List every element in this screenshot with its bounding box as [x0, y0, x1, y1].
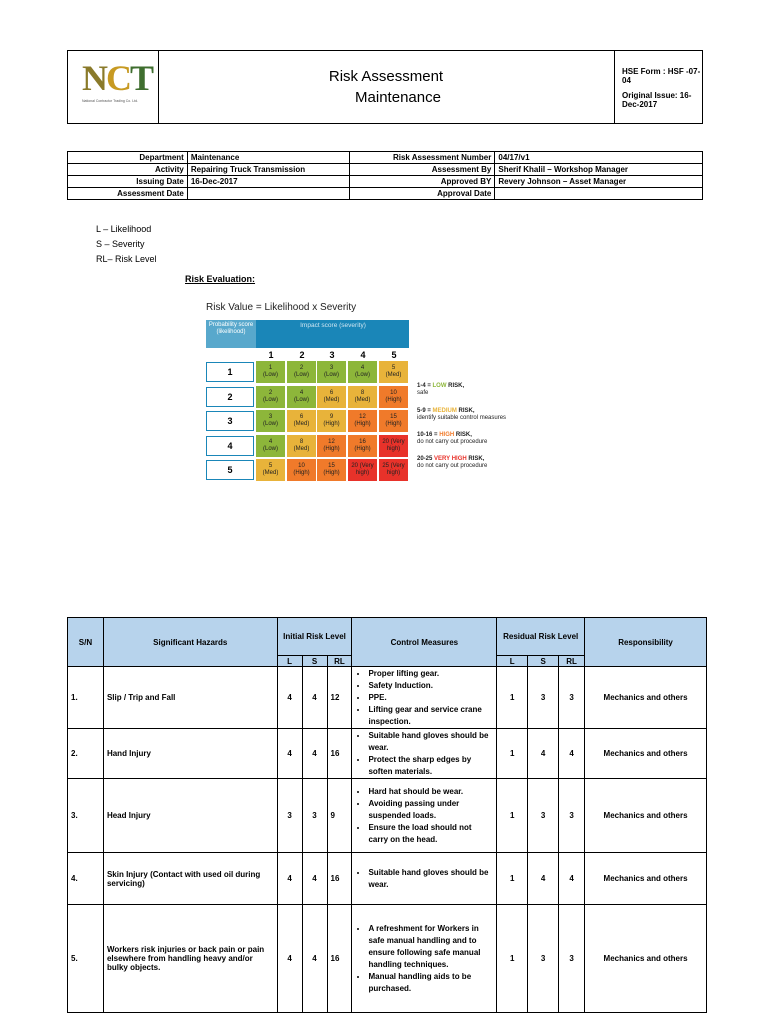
control-measure: • Ensure the load should not carry on the head. [368, 822, 493, 846]
row-initial-l: 4 [277, 729, 302, 779]
col-hazard: Significant Hazards [103, 618, 277, 667]
table-row [68, 853, 707, 905]
col-initial-l: L [277, 656, 302, 667]
matrix-cell: 8 (Med) [348, 386, 377, 408]
row-responsibility: Mechanics and others [585, 667, 707, 729]
control-measure: • Protect the sharp edges by soften materials. [368, 754, 493, 778]
row-initial-l: 4 [277, 667, 302, 729]
col-residual-s: S [528, 656, 559, 667]
matrix-cell: 1 (Low) [256, 361, 285, 383]
row-sn: 1. [68, 667, 104, 729]
row-initial-rl: 16 [327, 853, 352, 905]
matrix-cell: 15 (High) [317, 459, 346, 481]
row-sn: 2. [68, 729, 104, 779]
activity-value: Repairing Truck Transmission [187, 164, 349, 176]
control-measure: • Avoiding passing under suspended loads. [368, 798, 493, 822]
row-residual-s: 3 [528, 779, 559, 853]
row-hazard: Hand Injury [103, 729, 277, 779]
issuing-date-label: Issuing Date [68, 176, 188, 188]
ra-number-value: 04/17/v1 [495, 152, 703, 164]
row-residual-s: 3 [528, 905, 559, 1013]
matrix-row-1: 1 [206, 362, 254, 382]
control-measure: • Hard hat should be wear. [368, 786, 493, 798]
hazard-table [67, 617, 707, 1013]
matrix-cell: 3 (Low) [317, 361, 346, 383]
row-residual-l: 1 [497, 729, 528, 779]
matrix-cell: 20 (Very high) [379, 435, 408, 457]
row-initial-rl: 16 [327, 905, 352, 1013]
form-info [614, 51, 702, 123]
row-initial-s: 4 [302, 853, 327, 905]
risk-level-entry: 1-4 = LOW RISK, safe [417, 383, 465, 396]
legend-severity: S – Severity [96, 239, 145, 249]
col-initial-rl: RL [327, 656, 352, 667]
matrix-title: Risk Value = Likelihood x Severity [206, 302, 357, 313]
table-row [68, 779, 707, 853]
matrix-column-4: 4 [360, 350, 366, 360]
control-measure: • Lifting gear and service crane inspection. [368, 704, 493, 728]
control-measure: • PPE. [368, 692, 493, 704]
title-line-2: Maintenance [355, 89, 441, 106]
matrix-cell: 6 (Med) [317, 386, 346, 408]
matrix-cell: 12 (High) [317, 435, 346, 457]
matrix-cell: 4 (Low) [256, 435, 285, 457]
row-controls [352, 667, 497, 729]
row-sn: 3. [68, 779, 104, 853]
issuing-date-value: 16-Dec-2017 [187, 176, 349, 188]
col-sn: S/N [68, 618, 104, 667]
row-hazard: Slip / Trip and Fall [103, 667, 277, 729]
abbreviation-legend [96, 222, 157, 267]
col-controls: Control Measures [352, 618, 497, 667]
matrix-cell: 15 (High) [379, 410, 408, 432]
department-label: Department [68, 152, 188, 164]
matrix-cell: 4 (Low) [287, 386, 316, 408]
row-residual-rl: 3 [559, 779, 585, 853]
col-responsibility: Responsibility [585, 618, 707, 667]
matrix-column-3: 3 [329, 350, 335, 360]
assessed-by-label: Assessment By [349, 164, 495, 176]
risk-level-entry: 20-25 VERY HIGH RISK, do not carry out procedure [417, 456, 488, 469]
matrix-cell: 8 (Med) [287, 435, 316, 457]
document-header [67, 50, 703, 124]
matrix-column-5: 5 [391, 350, 397, 360]
logo-cell [68, 51, 159, 123]
row-hazard: Workers risk injuries or back pain or pain elsewhere from handling heavy and/or bulky objects. [103, 905, 277, 1013]
row-responsibility: Mechanics and others [585, 729, 707, 779]
row-initial-s: 4 [302, 905, 327, 1013]
control-measure: • Safety Induction. [368, 680, 493, 692]
matrix-cell: 20 (Very high) [348, 459, 377, 481]
row-residual-s: 4 [528, 853, 559, 905]
matrix-cell: 5 (Med) [379, 361, 408, 383]
matrix-column-1: 1 [268, 350, 274, 360]
risk-level-entry: 5-9 = MEDIUM RISK, identify suitable control measures [417, 408, 507, 421]
row-residual-l: 1 [497, 667, 528, 729]
assessment-date-value [187, 188, 349, 200]
row-initial-l: 4 [277, 853, 302, 905]
row-initial-l: 3 [277, 779, 302, 853]
matrix-cell: 3 (Low) [256, 410, 285, 432]
row-hazard: Head Injury [103, 779, 277, 853]
approved-by-label: Approved BY [349, 176, 495, 188]
matrix-cell: 10 (High) [287, 459, 316, 481]
impact-header: Impact score (severity) [300, 322, 366, 329]
matrix-cell: 9 (High) [317, 410, 346, 432]
matrix-cell: 16 (High) [348, 435, 377, 457]
col-residual-l: L [497, 656, 528, 667]
risk-level-entry: 10-16 = HIGH RISK, do not carry out procedure [417, 432, 488, 445]
row-responsibility: Mechanics and others [585, 779, 707, 853]
assessed-by-value: Sherif Khalil – Workshop Manager [495, 164, 703, 176]
title-line-1: Risk Assessment [328, 68, 444, 85]
matrix-cell: 5 (Med) [256, 459, 285, 481]
row-residual-l: 1 [497, 853, 528, 905]
matrix-row-3: 3 [206, 411, 254, 431]
control-measure: • Manual handling aids to be purchased. [368, 971, 493, 995]
col-residual-rl: RL [559, 656, 585, 667]
row-controls [352, 853, 497, 905]
row-responsibility: Mechanics and others [585, 905, 707, 1013]
form-number: HSE Form : HSF -07-04 [622, 67, 701, 85]
approved-by-value: Revery Johnson – Asset Manager [495, 176, 703, 188]
control-measure: • Suitable hand gloves should be wear. [368, 867, 493, 891]
matrix-cell: 6 (Med) [287, 410, 316, 432]
row-responsibility: Mechanics and others [585, 853, 707, 905]
matrix-row-2: 2 [206, 387, 254, 407]
row-residual-rl: 3 [559, 905, 585, 1013]
legend-likelihood: L – Likelihood [96, 224, 152, 234]
row-initial-rl: 16 [327, 729, 352, 779]
col-initial-s: S [302, 656, 327, 667]
row-initial-l: 4 [277, 905, 302, 1013]
company-logo: NCT National Contractor Trading Co. Ltd. [82, 58, 153, 103]
row-residual-s: 3 [528, 667, 559, 729]
row-controls [352, 779, 497, 853]
col-initial-risk: Initial Risk Level [277, 618, 352, 656]
table-row [68, 729, 707, 779]
legend-risk-level: RL– Risk Level [96, 254, 157, 264]
matrix-row-4: 4 [206, 436, 254, 456]
row-sn: 5. [68, 905, 104, 1013]
matrix-cell: 12 (High) [348, 410, 377, 432]
table-row [68, 667, 707, 729]
row-initial-s: 4 [302, 667, 327, 729]
control-measure: • Suitable hand gloves should be wear. [368, 730, 493, 754]
row-sn: 4. [68, 853, 104, 905]
row-hazard: Skin Injury (Contact with used oil during servicing) [103, 853, 277, 905]
row-residual-rl: 4 [559, 729, 585, 779]
row-initial-s: 4 [302, 729, 327, 779]
matrix-row-5: 5 [206, 460, 254, 480]
document-title [158, 51, 615, 123]
row-controls [352, 729, 497, 779]
department-value: Maintenance [187, 152, 349, 164]
hazard-rows [68, 667, 707, 1013]
activity-label: Activity [68, 164, 188, 176]
approval-date-label: Approval Date [349, 188, 495, 200]
assessment-date-label: Assessment Date [68, 188, 188, 200]
row-initial-rl: 12 [327, 667, 352, 729]
approval-date-value [495, 188, 703, 200]
matrix-cell: 25 (Very high) [379, 459, 408, 481]
ra-number-label: Risk Assessment Number [349, 152, 495, 164]
probability-header: Probability score (likelihood) [206, 320, 256, 348]
risk-evaluation-title: Risk Evaluation: [185, 274, 256, 284]
control-measure: • A refreshment for Workers in safe manual handling and to ensure following safe manual handling techniques. [368, 923, 493, 971]
row-initial-s: 3 [302, 779, 327, 853]
matrix-cell: 2 (Low) [287, 361, 316, 383]
row-residual-rl: 4 [559, 853, 585, 905]
col-residual-risk: Residual Risk Level [497, 618, 585, 656]
control-measure: • Proper lifting gear. [368, 668, 493, 680]
matrix-cell: 4 (Low) [348, 361, 377, 383]
table-row [68, 905, 707, 1013]
assessment-info-table [67, 151, 703, 200]
row-controls [352, 905, 497, 1013]
row-residual-l: 1 [497, 779, 528, 853]
row-residual-rl: 3 [559, 667, 585, 729]
row-residual-s: 4 [528, 729, 559, 779]
matrix-cell: 2 (Low) [256, 386, 285, 408]
row-initial-rl: 9 [327, 779, 352, 853]
row-residual-l: 1 [497, 905, 528, 1013]
logo-subtext: National Contractor Trading Co. Ltd. [82, 99, 139, 103]
original-issue: Original Issue: 16-Dec-2017 [622, 91, 692, 109]
matrix-column-2: 2 [299, 350, 305, 360]
matrix-cell: 10 (High) [379, 386, 408, 408]
